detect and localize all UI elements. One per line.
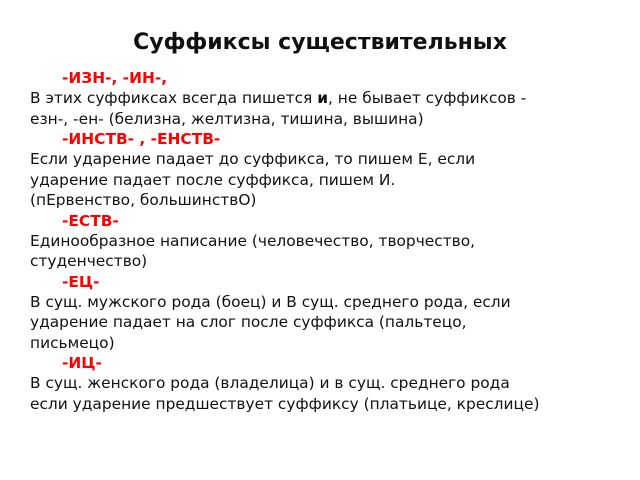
section-izn-in <box>30 68 620 129</box>
section-heading: -ЕСТВ- <box>62 211 119 230</box>
section-estv <box>30 211 620 272</box>
section-heading: -ИЦ- <box>62 354 102 372</box>
section-heading: -ЕЦ- <box>62 272 100 291</box>
text-fragment: В этих суффиксах всегда пишется <box>30 89 318 107</box>
section-line: В сущ. женского рода (владелица) и в сущ. среднего рода <box>30 374 510 392</box>
section-line: студенчество) <box>30 252 148 270</box>
section-heading: -ИЗН-, -ИН-, <box>62 69 168 87</box>
section-line: (пЕрвенство, большинствО) <box>30 191 257 209</box>
section-line: ударение падает после суффикса, пишем И. <box>30 170 396 189</box>
page-title: Суффиксы существительных <box>133 30 507 55</box>
section-line: В сущ. мужского рода (боец) и В сущ. среднего рода, если <box>30 292 511 311</box>
section-line: езн-, -ен- (белизна, желтизна, тишина, вышина) <box>30 109 424 128</box>
bold-letter: и <box>317 89 328 107</box>
section-line: ударение падает на слог после суффикса (пальтецо, <box>30 313 467 331</box>
section-instv-enstv <box>30 129 620 211</box>
text-fragment: , не бывает суффиксов - <box>328 89 527 107</box>
content-body <box>30 68 620 414</box>
section-line: Единообразное написание (человечество, творчество, <box>30 231 476 250</box>
section-line: письмецо) <box>30 333 115 352</box>
section-line <box>30 88 620 109</box>
section-line: если ударение предшествует суффиксу (платьице, креслице) <box>30 394 540 413</box>
section-ec <box>30 272 620 354</box>
section-heading: -ИНСТВ- , -ЕНСТВ- <box>62 130 221 148</box>
section-ic <box>30 353 620 414</box>
section-line: Если ударение падает до суффикса, то пишем Е, если <box>30 150 476 168</box>
